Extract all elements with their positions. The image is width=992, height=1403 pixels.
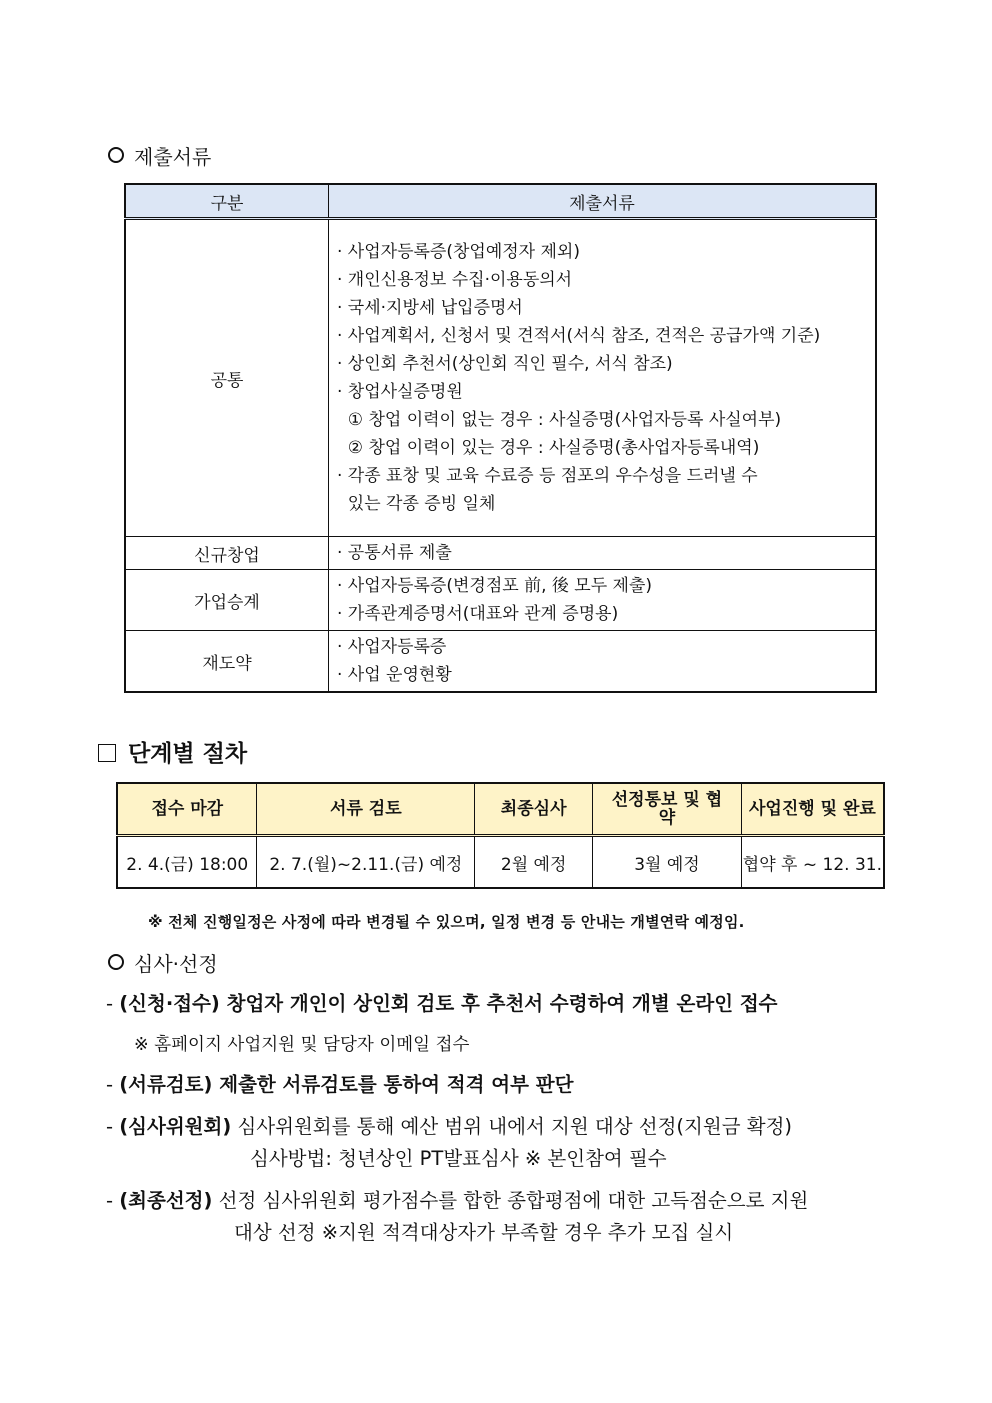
list-item: · 사업자등록증 [337,637,447,657]
review-tag: (서류검토) [119,1073,213,1096]
documents-family-succession [329,570,877,631]
dash-bullet: - [106,1073,120,1096]
step-value-document-review: 2. 7.(월)~2.11.(금) 예정 [257,836,475,889]
step-value-receipt: 2. 4.(금) 18:00 [117,836,257,889]
review-item-application [106,988,778,1016]
section-heading-submission [108,141,211,170]
documents-common [329,219,877,537]
review-committee-method: 심사방법: 청년상인 PT발표심사 ※ 본인참여 필수 [250,1147,667,1170]
documents-relaunch [329,631,877,693]
review-text: 제출한 서류검토를 통하여 적격 여부 판단 [212,1073,574,1096]
table-row [117,783,884,836]
list-item: · 공통서류 제출 [337,543,452,563]
review-text: 심사위원회를 통해 예산 범위 내에서 지원 대상 선정(지원금 확정) [231,1115,793,1138]
list-item: · 가족관계증명서(대표와 관계 증명용) [337,604,619,624]
review-tag: (심사위원회) [119,1115,232,1138]
list-item: · 창업사실증명원 [337,382,463,402]
procedure-table [116,782,885,889]
list-item: · 사업자등록증(변경점포 前, 後 모두 제출) [337,576,652,596]
table-row [125,219,876,537]
list-item: · 상인회 추천서(상인회 직인 필수, 서식 참조) [337,354,673,374]
review-text: 창업자 개인이 상인회 검토 후 추천서 수령하여 개별 온라인 접수 [219,992,778,1015]
step-header-document-review: 서류 검토 [257,783,475,836]
review-tag: (최종선정) [119,1189,213,1212]
category-common: 공통 [125,219,329,537]
step-value-notification: 3월 예정 [593,836,742,889]
list-item: ② 창업 이력이 있는 경우 : 사실증명(총사업자등록내역) [337,438,760,458]
list-item: · 국세·지방세 납입증명서 [337,298,523,318]
section-heading-review [108,948,218,977]
category-relaunch: 재도약 [125,631,329,693]
list-item: ① 창업 이력이 없는 경우 : 사실증명(사업자등록 사실여부) [337,410,782,430]
section-heading-procedure [98,735,247,768]
step-header-receipt: 접수 마감 [117,783,257,836]
review-item-final [106,1185,808,1213]
table-row [125,537,876,570]
review-tag: (신청·접수) [119,992,220,1015]
list-item: · 사업자등록증(창업예정자 제외) [337,242,580,262]
step-value-final-review: 2월 예정 [475,836,593,889]
schedule-notice: ※ 전체 진행일정은 사정에 따라 변경될 수 있으며, 일정 변경 등 안내는 개별연락 예정임. [148,913,745,931]
table-row [117,836,884,889]
circle-bullet-icon [108,954,124,970]
review-item-document-check [106,1069,573,1097]
step-header-final-review: 최종심사 [475,783,593,836]
category-family-succession: 가업승계 [125,570,329,631]
col-header-category: 구분 [125,184,329,219]
checkbox-square-icon [98,744,116,762]
step-header-completion: 사업진행 및 완료 [741,783,884,836]
submission-heading-text: 제출서류 [134,145,212,169]
table-row [125,570,876,631]
documents-new-startup [329,537,877,570]
list-item: · 각종 표창 및 교육 수료증 등 점포의 우수성을 드러낼 수 [337,466,758,486]
step-value-completion: 협약 후 ~ 12. 31. [741,836,884,889]
review-item-committee [106,1111,792,1139]
review-heading-text: 심사·선정 [134,952,218,976]
dash-bullet: - [106,1115,120,1138]
review-note: ※ 홈페이지 사업지원 및 담당자 이메일 접수 [134,1035,470,1055]
procedure-heading-text: 단계별 절차 [128,741,248,767]
col-header-documents: 제출서류 [329,184,877,219]
circle-bullet-icon [108,147,124,163]
dash-bullet: - [106,1189,120,1212]
dash-bullet: - [106,992,120,1015]
list-item: · 사업 운영현황 [337,665,452,685]
list-item: · 사업계획서, 신청서 및 견적서(서식 참조, 견적은 공급가액 기준) [337,326,821,346]
table-row [125,631,876,693]
step-header-notification: 선정통보 및 협약 [593,783,742,836]
category-new-startup: 신규창업 [125,537,329,570]
review-text: 선정 심사위원회 평가점수를 합한 종합평점에 대한 고득점순으로 지원 [212,1189,809,1212]
submission-table [124,183,877,693]
list-item: 있는 각종 증빙 일체 [337,494,496,514]
list-item: · 개인신용정보 수집·이용동의서 [337,270,573,290]
review-final-continuation: 대상 선정 ※지원 적격대상자가 부족할 경우 추가 모집 실시 [234,1221,734,1244]
